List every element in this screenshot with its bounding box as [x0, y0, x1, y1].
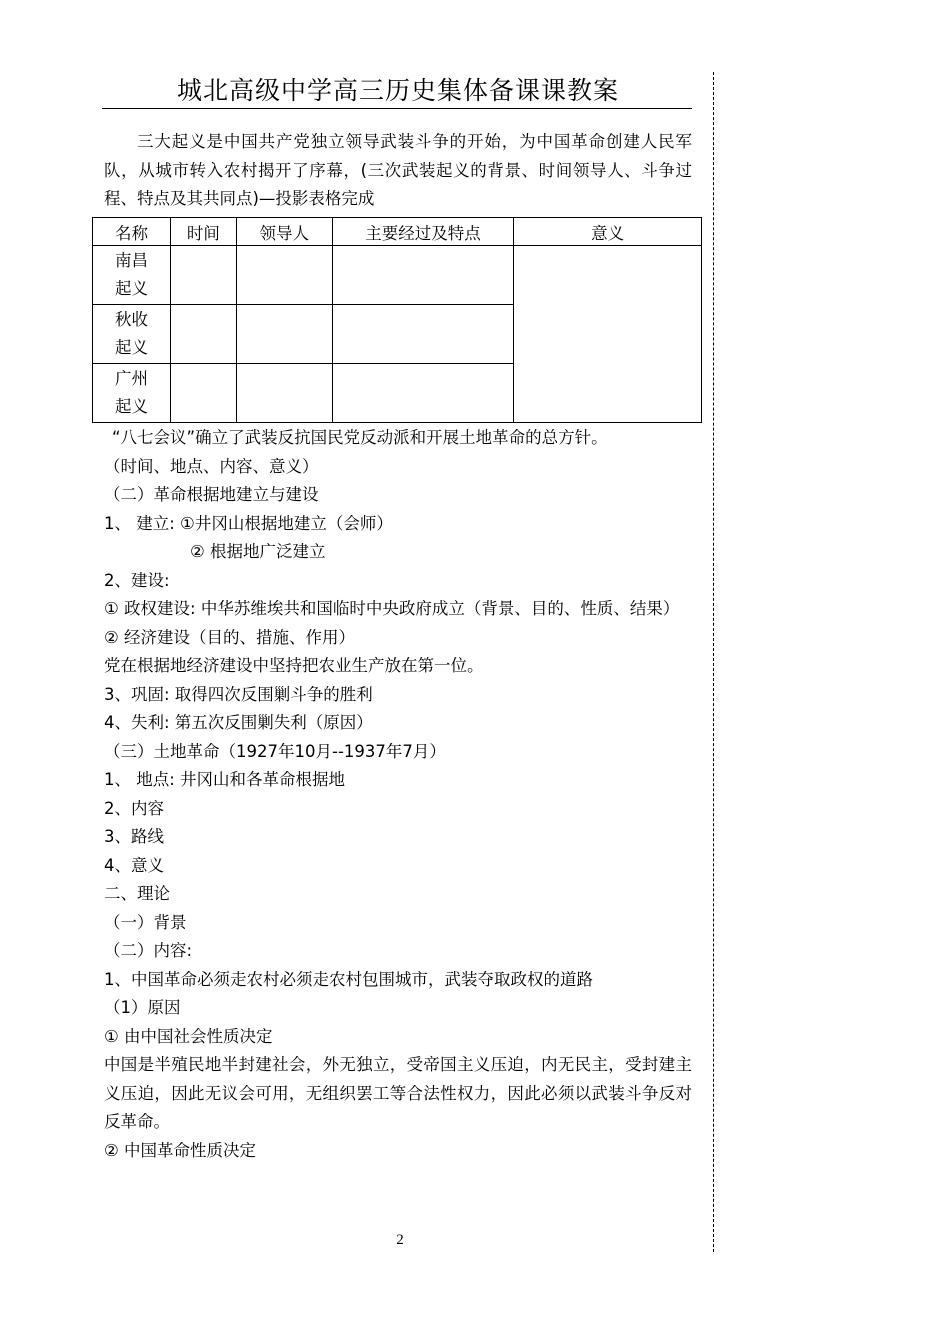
table-row — [93, 246, 702, 305]
header-name: 名称 — [93, 218, 171, 246]
table-cell — [170, 246, 236, 305]
row-name-top: 广州 — [114, 369, 148, 388]
table-cell — [236, 246, 332, 305]
document-body-continued — [104, 424, 692, 1165]
document-body — [104, 128, 692, 214]
header-leader: 领导人 — [236, 218, 332, 246]
section-heading: （一）背景 — [104, 912, 187, 932]
table-cell — [332, 246, 514, 305]
page-number: 2 — [396, 1232, 404, 1248]
page-title: 城北高级中学高三历史集体备课课教案 — [176, 76, 619, 105]
header-time: 时间 — [170, 218, 236, 246]
text-line: ① 政权建设: 中华苏维埃共和国临时中央政府成立（背景、目的、性质、结果） — [104, 599, 680, 618]
section-heading: 二、理论 — [104, 884, 170, 903]
title-underline — [102, 108, 692, 109]
table-header-row — [93, 218, 702, 246]
section-heading: （二）革命根据地建立与建设 — [104, 485, 319, 504]
text-line: 1、 地点: 井冈山和各革命根据地 — [104, 770, 346, 789]
row-name-bottom: 起义 — [114, 279, 148, 298]
text-line: 1、 建立: ①井冈山根据地建立（会师） — [104, 513, 393, 533]
text-line: 2、建设: — [104, 570, 170, 590]
table-cell — [170, 305, 236, 364]
binding-cut-line — [713, 72, 714, 1252]
row-name-cell — [93, 246, 171, 305]
text-line: 4、意义 — [104, 855, 164, 875]
table-cell — [170, 364, 236, 423]
text-line: 2、内容 — [104, 798, 164, 818]
table-cell — [332, 305, 514, 364]
text-line: （时间、地点、内容、意义） — [104, 456, 319, 476]
table-cell — [236, 305, 332, 364]
table-cell — [236, 364, 332, 423]
text-line: ② 根据地广泛建立 — [190, 542, 326, 561]
text-line: 3、巩固: 取得四次反围剿斗争的胜利 — [104, 684, 373, 704]
header-process: 主要经过及特点 — [332, 218, 514, 246]
text-line: 4、失利: 第五次反围剿失利（原因） — [104, 713, 373, 732]
header-significance: 意义 — [514, 218, 702, 246]
text-line: ① 由中国社会性质决定 — [104, 1026, 273, 1046]
text-line: 党在根据地经济建设中坚持把农业生产放在第一位。 — [104, 656, 484, 675]
text-line: “八七会议”确立了武装反抗国民党反动派和开展土地革命的总方针。 — [112, 428, 608, 447]
text-line: ② 中国革命性质决定 — [104, 1140, 257, 1160]
row-name-bottom: 起义 — [114, 397, 148, 416]
row-name-top: 南昌 — [114, 251, 148, 270]
intro-paragraph: 三大起义是中国共产党独立领导武装斗争的开始，为中国革命创建人民军队，从城市转入农村揭开了序幕，(三次武装起义的背景、时间领导人、斗争过程、特点及其共同点)—投影表格完成 — [104, 132, 692, 208]
text-line: 3、路线 — [104, 827, 164, 846]
row-name-bottom: 起义 — [114, 338, 148, 357]
significance-cell — [514, 246, 702, 423]
text-line: ② 经济建设（目的、措施、作用） — [104, 627, 356, 647]
row-name-top: 秋收 — [114, 310, 148, 329]
section-heading: （二）内容: — [104, 941, 193, 960]
text-line: 1、中国革命必须走农村必须走农村包围城市，武装夺取政权的道路 — [104, 969, 593, 989]
section-heading: （三）土地革命（1927年10月--1937年7月） — [104, 741, 446, 761]
text-line: （1）原因 — [104, 998, 181, 1017]
row-name-cell — [93, 305, 171, 364]
row-name-cell — [93, 364, 171, 423]
uprisings-table — [92, 217, 702, 423]
table-cell — [332, 364, 514, 423]
text-paragraph: 中国是半殖民地半封建社会，外无独立，受帝国主义压迫，内无民主，受封建主义压迫，因此无议会可用，无组织罢工等合法性权力，因此必须以武装斗争反对反革命。 — [104, 1055, 692, 1131]
